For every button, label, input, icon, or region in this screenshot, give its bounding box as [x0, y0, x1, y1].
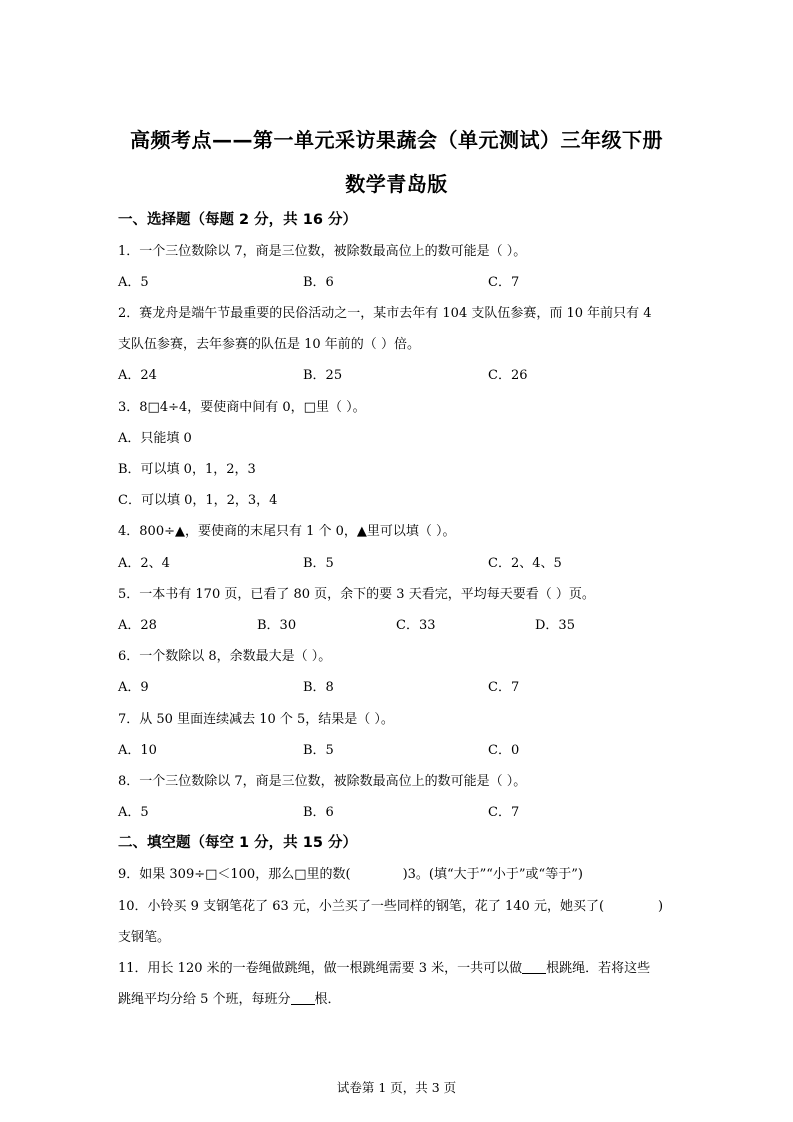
question-7: 7．从 50 里面连续减去 10 个 5，结果是（ ）。	[118, 712, 394, 727]
q5-option-a: A．28	[118, 618, 157, 633]
question-10-line-1	[118, 895, 663, 914]
q2-option-a: A．24	[118, 368, 157, 383]
question-11-line-2	[118, 988, 341, 1007]
q11-answer-blank-1	[522, 961, 546, 974]
question-11-line-1	[118, 957, 650, 976]
question-5: 5．一本书有 170 页，已看了 80 页，余下的要 3 天看完，平均每天要看（ ）页。	[118, 587, 595, 602]
page-title: 高频考点——第一单元采访果蔬会（单元测试）三年级下册	[130, 128, 663, 152]
q4-option-b: B．5	[303, 556, 334, 571]
q3-option-a: A．只能填 0	[118, 431, 192, 446]
q4-option-c: C．2、4、5	[488, 556, 562, 571]
question-10-line-2: 支钢笔。	[118, 930, 171, 945]
q11-text-end: 根．	[314, 992, 341, 1007]
q7-option-a: A．10	[118, 743, 157, 758]
question-2-line-1: 2．赛龙舟是端午节最重要的民俗活动之一，某市去年有 104 支队伍参赛，而 10 年前只有 4	[118, 306, 652, 321]
q2-option-b: B．25	[303, 368, 343, 383]
question-8: 8．一个三位数除以 7，商是三位数，被除数最高位上的数可能是（ ）。	[118, 774, 527, 789]
q7-option-b: B．5	[303, 743, 334, 758]
section-heading-fill: 二、填空题（每空 1 分，共 15 分）	[118, 835, 357, 851]
q11-answer-blank-2	[291, 992, 315, 1005]
q5-option-d: D．35	[535, 618, 575, 633]
q6-option-c: C．7	[488, 680, 520, 695]
q9-text-end: )3。(填“大于”“小于”或“等于”)	[402, 867, 583, 882]
q7-option-c: C．0	[488, 743, 520, 758]
q11-text-mid: 根跳绳．若将这些	[546, 961, 651, 976]
q6-option-b: B．8	[303, 680, 334, 695]
q8-option-b: B．6	[303, 805, 334, 820]
question-4: 4．800÷▲，要使商的末尾只有 1 个 0，▲里可以填（ ）。	[118, 524, 456, 539]
q11-text-start: 11．用长 120 米的一卷绳做跳绳，做一根跳绳需要 3 米，一共可以做	[118, 961, 523, 976]
q1-option-c: C．7	[488, 275, 520, 290]
q8-option-c: C．7	[488, 805, 520, 820]
q5-option-b: B．30	[257, 618, 297, 633]
question-3: 3．8□4÷4，要使商中间有 0，□里（ ）。	[118, 400, 366, 415]
q1-option-a: A．5	[118, 275, 149, 290]
q1-option-b: B．6	[303, 275, 334, 290]
q3-option-b: B．可以填 0，1，2，3	[118, 462, 256, 477]
question-6: 6．一个数除以 8，余数最大是（ ）。	[118, 649, 332, 664]
q5-option-c: C．33	[396, 618, 436, 633]
q10-text-end: )	[658, 899, 664, 914]
q8-option-a: A．5	[118, 805, 149, 820]
q3-option-c: C．可以填 0，1，2，3，4	[118, 493, 278, 508]
question-1: 1．一个三位数除以 7，商是三位数，被除数最高位上的数可能是（ ）。	[118, 244, 527, 259]
question-9	[118, 863, 583, 882]
q2-option-c: C．26	[488, 368, 528, 383]
q4-option-a: A．2、4	[118, 556, 170, 571]
q9-text-start: 9．如果 309÷□＜100，那么□里的数(	[118, 867, 351, 882]
q11-text-line2: 跳绳平均分给 5 个班，每班分	[118, 992, 291, 1007]
q6-option-a: A．9	[118, 680, 149, 695]
page-footer: 试卷第 1 页，共 3 页	[336, 1080, 457, 1095]
section-heading-choice: 一、选择题（每题 2 分，共 16 分）	[118, 212, 357, 228]
page-subtitle: 数学青岛版	[345, 172, 448, 196]
q10-text-start: 10．小铃买 9 支钢笔花了 63 元，小兰买了一些同样的钢笔，花了 140 元，她买了(	[118, 899, 605, 914]
question-2-line-2: 支队伍参赛，去年参赛的队伍是 10 年前的（ ）倍。	[118, 337, 420, 352]
